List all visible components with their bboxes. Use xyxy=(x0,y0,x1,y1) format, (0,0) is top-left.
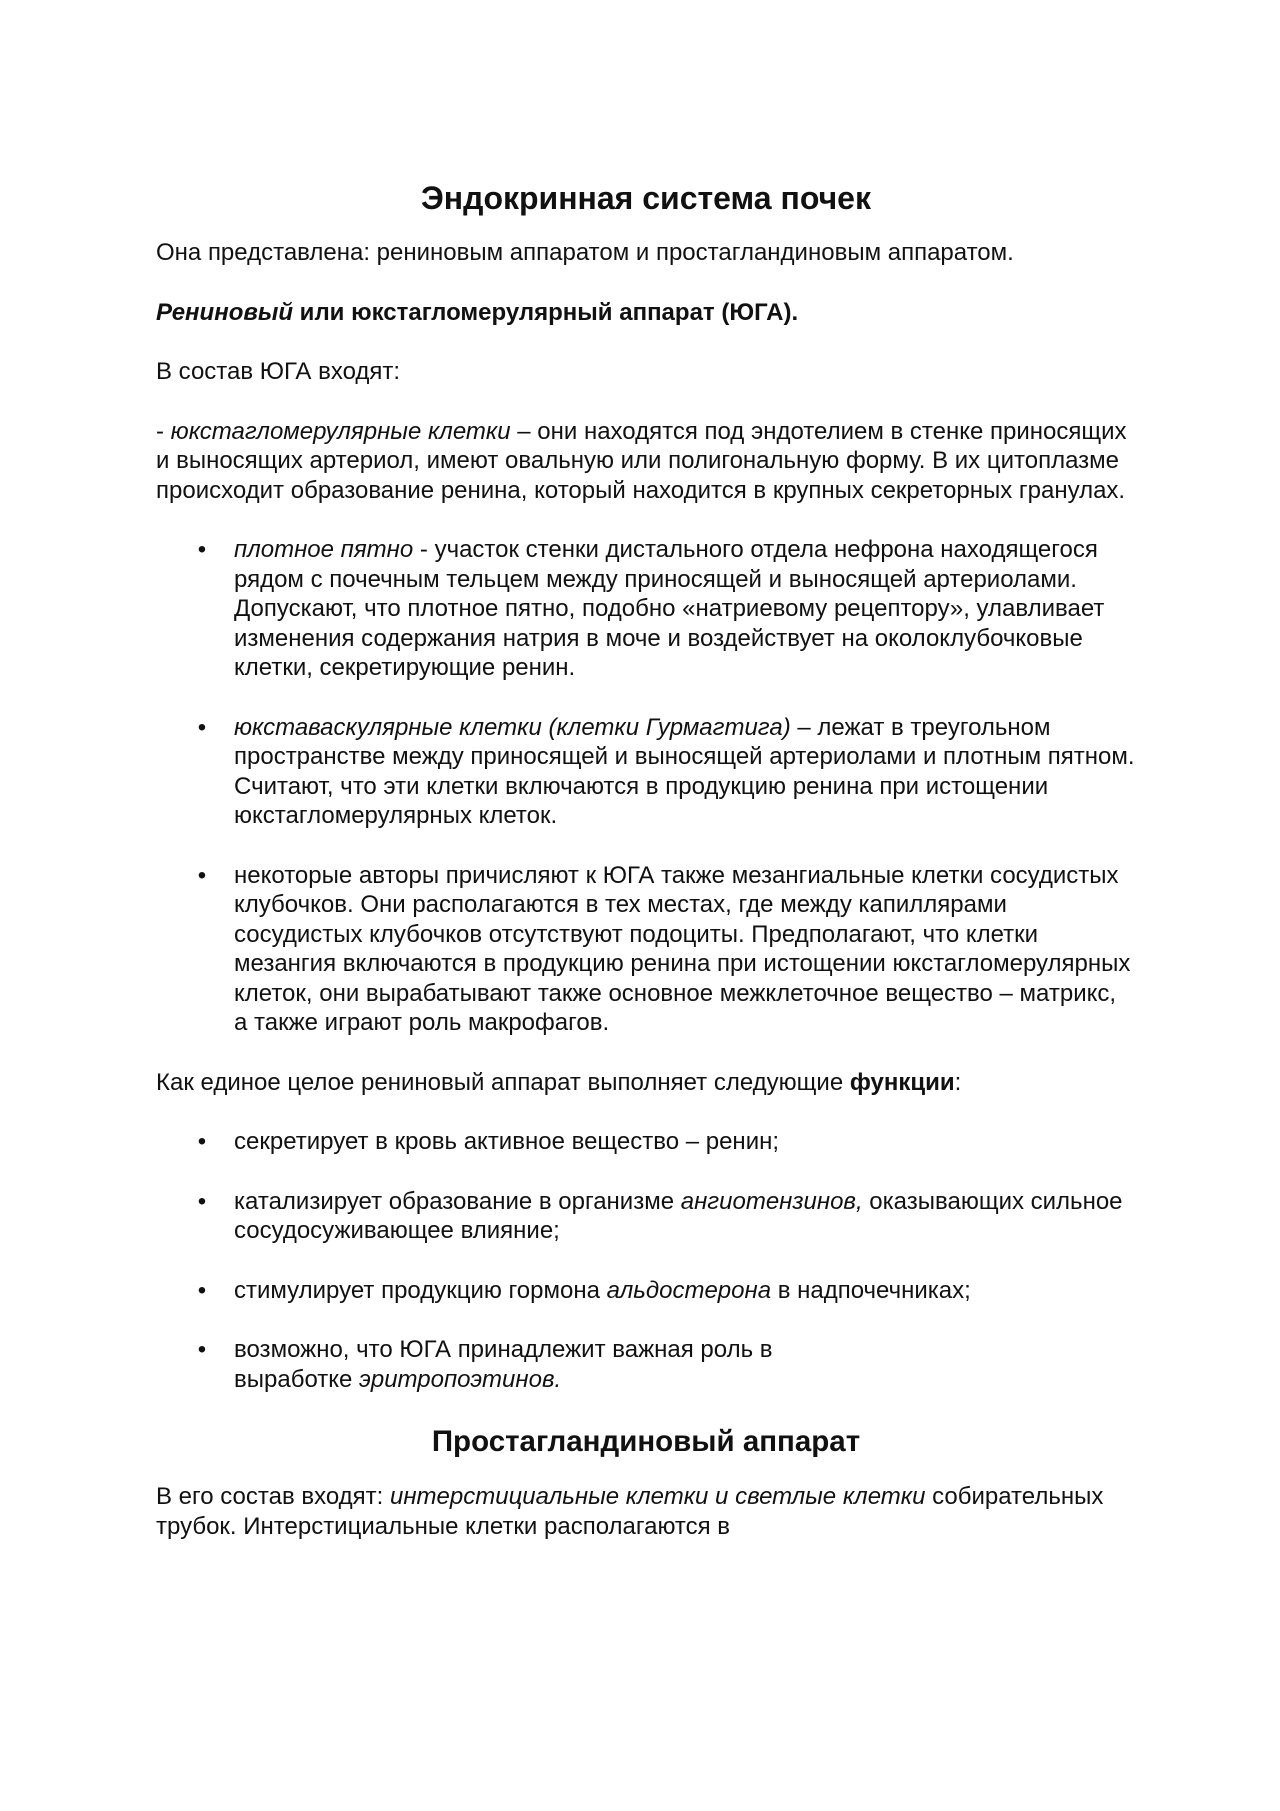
functions-intro-after: : xyxy=(954,1068,962,1096)
list-item xyxy=(156,1187,1136,1246)
functions-intro-before: Как единое целое рениновый аппарат выполняет следующие xyxy=(156,1068,850,1096)
component-term: плотное пятно xyxy=(234,536,414,563)
component-term: юкставаскулярные клетки (клетки Гурмагтига) xyxy=(234,713,791,741)
prostaglandin-paragraph xyxy=(156,1482,1136,1541)
jg-cells-term: юкстагломерулярные клетки xyxy=(170,417,511,445)
component-text: - участок стенки дистального отдела нефрона находящегося рядом с почечным тельцем между приносящей и выносящей артериолами. Допускают, что плотное пятно, подобно «натриевому рецептору», улавливает изменения содержания натрия в моче и воздействует на околоклубочковые клетки, секретирующие ренин. xyxy=(234,536,1105,681)
renin-heading-italic: Рениновый xyxy=(156,298,294,326)
functions-intro-bold: функции xyxy=(849,1068,955,1096)
function-text-after: оказывающих сильное сосудосуживающее влияние; xyxy=(234,1187,1123,1244)
prostaglandin-italic: интерстициальные клетки и светлые клетки xyxy=(390,1483,926,1510)
function-text: возможно, что ЮГА принадлежит важная роль в выработке xyxy=(234,1336,773,1393)
component-text: некоторые авторы причисляют к ЮГА также мезангиальные клетки сосудистых клубочков. Они располагаются в тех местах, где между капиллярами сосудистых клубочков отсутствуют подоциты. Предполагают, что клетки мезангия включаются в продукцию ренина при истощении юкстагломерулярных клеток, они вырабатывают также основное межклеточное вещество – матрикс, а также играют роль макрофагов. xyxy=(234,861,1131,1036)
prostaglandin-heading: Простагландиновый аппарат xyxy=(431,1425,861,1458)
function-text: катализирует образование в организме xyxy=(234,1187,681,1215)
renin-heading-rest: или юкстагломерулярный аппарат (ЮГА). xyxy=(293,298,799,326)
list-item xyxy=(156,713,1136,831)
bullet-icon: • xyxy=(197,1128,207,1155)
jg-cells-text: – они находятся под эндотелием в стенке приносящих и выносящих артериол, имеют овальную или полигональную форму. В их цитоплазме происходит образование ренина, который находится в крупных секреторных гранулах. xyxy=(156,417,1127,504)
composition-intro: В состав ЮГА входят: xyxy=(156,358,401,385)
list-item xyxy=(156,861,1136,1038)
bullet-icon: • xyxy=(197,536,207,563)
function-italic: альдостерона xyxy=(606,1276,772,1304)
jg-cells-paragraph xyxy=(156,417,1136,506)
jg-cells-dash: - xyxy=(156,417,171,445)
components-list xyxy=(156,535,1136,1038)
bullet-icon: • xyxy=(197,1276,207,1304)
list-item xyxy=(156,1127,1136,1157)
prostaglandin-text-before: В его состав входят: xyxy=(156,1483,390,1510)
function-italic: ангиотензинов, xyxy=(680,1187,863,1215)
bullet-icon: • xyxy=(197,713,207,741)
page-title: Эндокринная система почек xyxy=(421,180,871,216)
bullet-icon: • xyxy=(197,1187,207,1215)
functions-list xyxy=(156,1127,1136,1394)
component-text: – лежат в треугольном пространстве между приносящей и выносящей артериолами и плотным пятном. Считают, что эти клетки включаются в продукцию ренина при истощении юкстагломерулярных клеток. xyxy=(234,713,1135,829)
functions-intro xyxy=(156,1068,1136,1098)
list-item xyxy=(156,535,1136,683)
list-item xyxy=(156,1276,1136,1306)
prostaglandin-text-after: собирательных трубок. Интерстициальные клетки располагаются в xyxy=(156,1483,1104,1540)
function-text: секретирует в кровь активное вещество – ренин; xyxy=(234,1128,780,1155)
renin-apparatus-heading xyxy=(156,298,1136,328)
function-italic: эритропоэтинов. xyxy=(359,1365,562,1393)
document-body xyxy=(156,178,1136,1571)
function-text-after: в надпочечниках; xyxy=(771,1276,971,1304)
bullet-icon: • xyxy=(197,1336,207,1363)
intro-paragraph: Она представлена: рениновым аппаратом и простагландиновым аппаратом. xyxy=(156,239,1014,266)
function-text: стимулирует продукцию гормона xyxy=(234,1276,607,1304)
bullet-icon: • xyxy=(197,861,207,889)
list-item xyxy=(156,1335,1136,1394)
